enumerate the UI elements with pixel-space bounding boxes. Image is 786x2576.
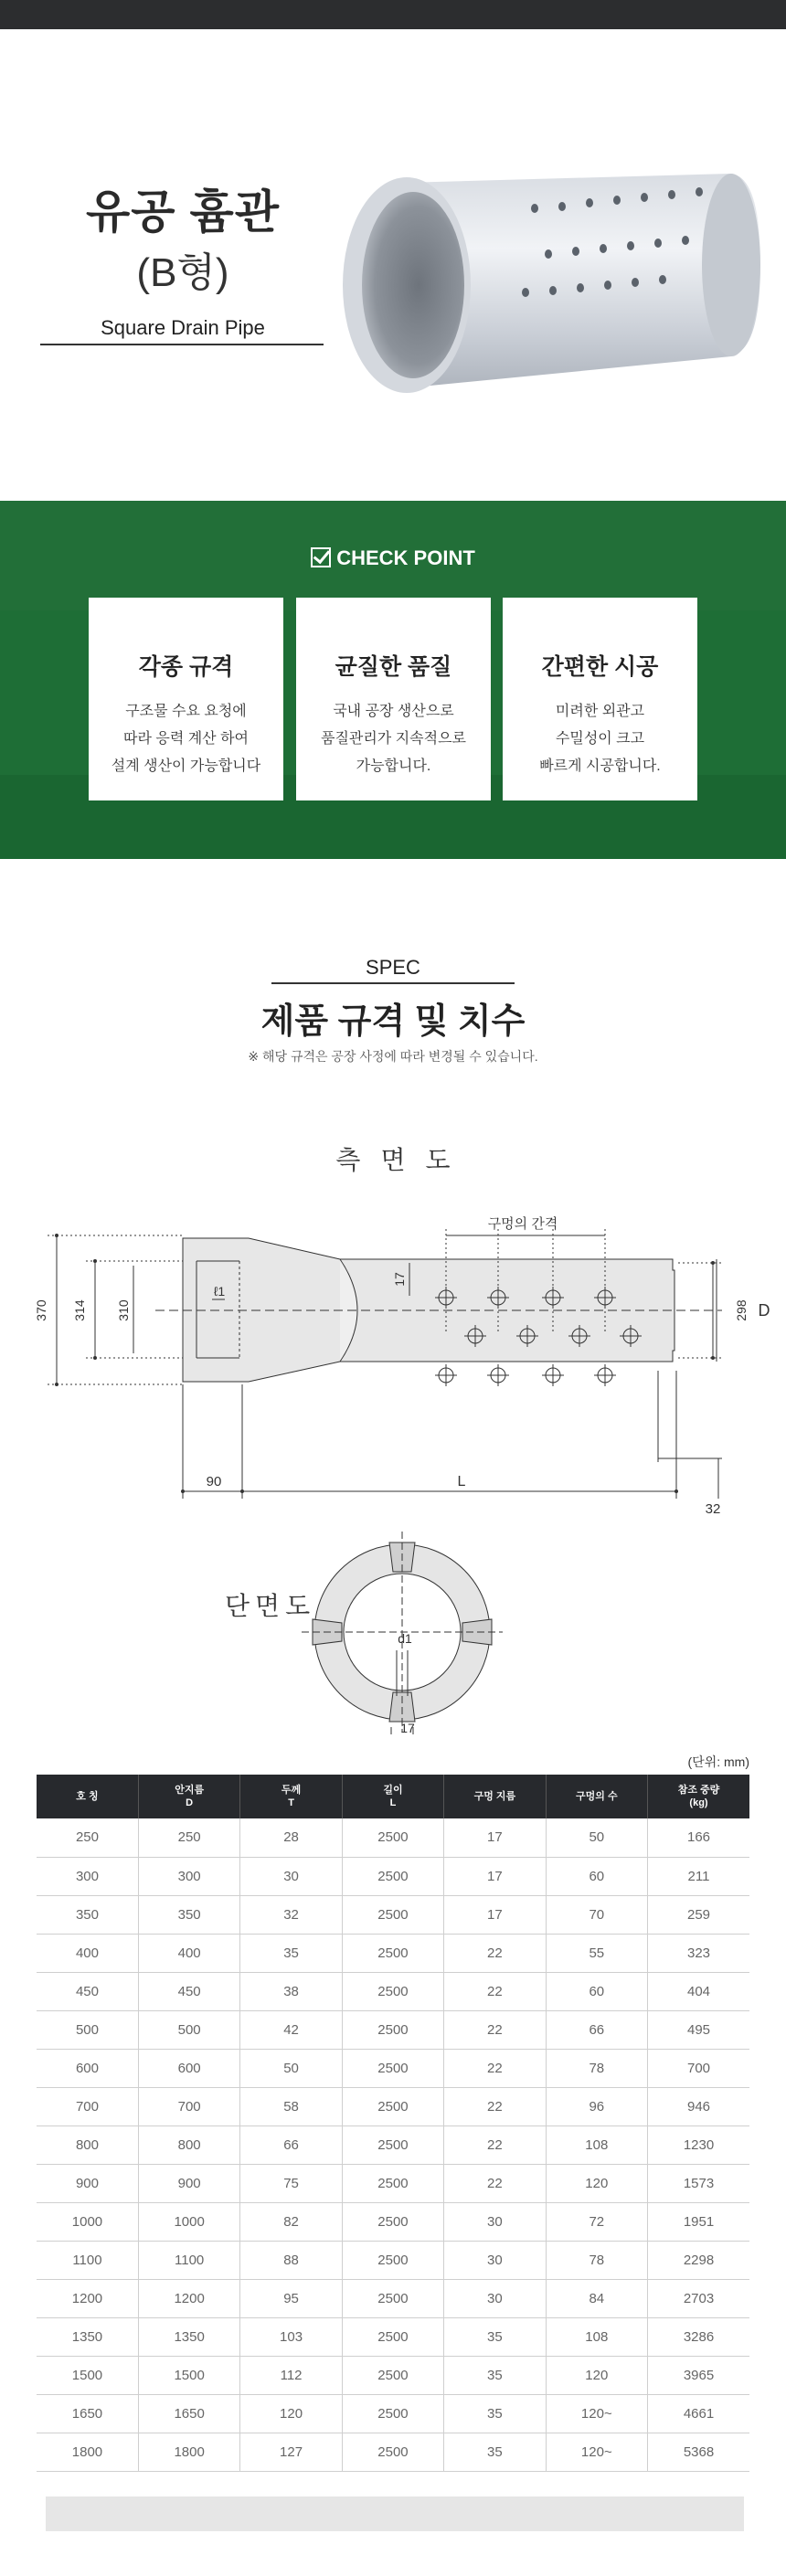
header-length bbox=[342, 1775, 443, 1818]
table-cell: 1000 bbox=[138, 2202, 239, 2241]
table-cell: 88 bbox=[240, 2241, 342, 2279]
table-cell: 22 bbox=[444, 2010, 546, 2049]
table-cell: 300 bbox=[37, 1857, 138, 1895]
header-symbol: T bbox=[288, 1797, 294, 1808]
feature-description bbox=[89, 698, 283, 780]
table-cell: 35 bbox=[444, 2317, 546, 2356]
table-cell: 946 bbox=[648, 2087, 749, 2125]
table-cell: 400 bbox=[37, 1934, 138, 1972]
table-cell: 1230 bbox=[648, 2125, 749, 2164]
check-point-label: CHECK POINT bbox=[336, 546, 475, 569]
product-subtitle: (B형) bbox=[136, 250, 229, 295]
table-cell: 1000 bbox=[37, 2202, 138, 2241]
table-row bbox=[37, 2049, 749, 2087]
table-cell: 600 bbox=[138, 2049, 239, 2087]
table-row bbox=[37, 2241, 749, 2279]
table-row bbox=[37, 2279, 749, 2317]
table-row bbox=[37, 2125, 749, 2164]
dim-hole-17: 17 bbox=[392, 1272, 407, 1287]
table-cell: 120~ bbox=[546, 2433, 647, 2471]
table-cell: 42 bbox=[240, 2010, 342, 2049]
table-cell: 120 bbox=[546, 2356, 647, 2394]
table-cell: 2500 bbox=[342, 2279, 443, 2317]
table-cell: 66 bbox=[240, 2125, 342, 2164]
check-point-section bbox=[0, 501, 786, 859]
table-cell: 300 bbox=[138, 1857, 239, 1895]
table-cell: 120~ bbox=[546, 2394, 647, 2433]
checkbox-icon bbox=[311, 547, 331, 567]
table-cell: 166 bbox=[648, 1818, 749, 1857]
table-cell: 350 bbox=[138, 1895, 239, 1934]
table-cell: 450 bbox=[37, 1972, 138, 2010]
table-cell: 108 bbox=[546, 2125, 647, 2164]
table-row bbox=[37, 1895, 749, 1934]
table-cell: 127 bbox=[240, 2433, 342, 2471]
table-cell: 900 bbox=[37, 2164, 138, 2202]
table-row bbox=[37, 2394, 749, 2433]
header-weight bbox=[648, 1775, 749, 1818]
hole-spacing-label: 구멍의 간격 bbox=[487, 1216, 558, 1232]
table-cell: 66 bbox=[546, 2010, 647, 2049]
table-cell: 82 bbox=[240, 2202, 342, 2241]
feature-card bbox=[296, 598, 491, 800]
table-cell: 500 bbox=[37, 2010, 138, 2049]
table-row bbox=[37, 2087, 749, 2125]
feature-line: 빠르게 시공합니다. bbox=[539, 758, 661, 774]
table-cell: 450 bbox=[138, 1972, 239, 2010]
table-cell: 2500 bbox=[342, 1895, 443, 1934]
table-cell: 1500 bbox=[138, 2356, 239, 2394]
table-cell: 2500 bbox=[342, 2087, 443, 2125]
table-cell: 35 bbox=[444, 2394, 546, 2433]
table-cell: 3965 bbox=[648, 2356, 749, 2394]
table-cell: 72 bbox=[546, 2202, 647, 2241]
table-cell: 108 bbox=[546, 2317, 647, 2356]
table-row bbox=[37, 2164, 749, 2202]
table-cell: 30 bbox=[444, 2241, 546, 2279]
table-cell: 1200 bbox=[37, 2279, 138, 2317]
top-bar bbox=[0, 0, 786, 29]
feature-card bbox=[503, 598, 697, 800]
table-cell: 1350 bbox=[37, 2317, 138, 2356]
header-symbol: L bbox=[389, 1797, 397, 1808]
product-title: 유공 흄관 bbox=[85, 186, 281, 238]
table-cell: 22 bbox=[444, 1934, 546, 1972]
table-cell: 2500 bbox=[342, 1934, 443, 1972]
table-cell: 84 bbox=[546, 2279, 647, 2317]
header-label: 참조 중량 bbox=[677, 1785, 720, 1796]
dim-90: 90 bbox=[206, 1474, 222, 1489]
table-cell: 120 bbox=[240, 2394, 342, 2433]
product-english-name: Square Drain Pipe bbox=[101, 316, 265, 339]
feature-line: 구조물 수요 요청에 bbox=[125, 704, 247, 719]
table-cell: 2500 bbox=[342, 2394, 443, 2433]
dim-314: 314 bbox=[72, 1299, 87, 1321]
footer-bar bbox=[46, 2496, 744, 2531]
table-cell: 350 bbox=[37, 1895, 138, 1934]
table-cell: 28 bbox=[240, 1818, 342, 1857]
table-cell: 5368 bbox=[648, 2433, 749, 2471]
header-label: 호 칭 bbox=[76, 1791, 99, 1802]
table-cell: 211 bbox=[648, 1857, 749, 1895]
spec-label: SPEC bbox=[366, 956, 420, 979]
table-cell: 96 bbox=[546, 2087, 647, 2125]
table-cell: 55 bbox=[546, 1934, 647, 1972]
dim-370: 370 bbox=[34, 1299, 48, 1321]
table-cell: 78 bbox=[546, 2049, 647, 2087]
table-cell: 2500 bbox=[342, 2317, 443, 2356]
table-cell: 22 bbox=[444, 2087, 546, 2125]
table-cell: 1100 bbox=[37, 2241, 138, 2279]
table-cell: 1800 bbox=[37, 2433, 138, 2471]
table-cell: 1800 bbox=[138, 2433, 239, 2471]
table-cell: 35 bbox=[444, 2356, 546, 2394]
header-label: 안지름 bbox=[175, 1785, 205, 1796]
table-cell: 17 bbox=[444, 1857, 546, 1895]
header-label: 두께 bbox=[281, 1785, 302, 1796]
table-cell: 1951 bbox=[648, 2202, 749, 2241]
table-cell: 78 bbox=[546, 2241, 647, 2279]
feature-line: 수밀성이 크고 bbox=[555, 731, 645, 747]
technical-drawing bbox=[0, 1188, 786, 1736]
table-cell: 1650 bbox=[138, 2394, 239, 2433]
table-cell: 495 bbox=[648, 2010, 749, 2049]
table-cell: 38 bbox=[240, 1972, 342, 2010]
table-cell: 60 bbox=[546, 1972, 647, 2010]
table-row bbox=[37, 2356, 749, 2394]
table-row bbox=[37, 2317, 749, 2356]
side-view-title: 측면도 bbox=[335, 1146, 471, 1174]
table-cell: 30 bbox=[444, 2202, 546, 2241]
table-cell: 500 bbox=[138, 2010, 239, 2049]
table-cell: 4661 bbox=[648, 2394, 749, 2433]
table-cell: 35 bbox=[240, 1934, 342, 1972]
table-cell: 250 bbox=[138, 1818, 239, 1857]
table-cell: 112 bbox=[240, 2356, 342, 2394]
table-cell: 17 bbox=[444, 1818, 546, 1857]
table-header-row bbox=[37, 1775, 749, 1818]
table-cell: 700 bbox=[648, 2049, 749, 2087]
feature-line: 품질관리가 지속적으로 bbox=[320, 731, 466, 747]
dim-310: 310 bbox=[116, 1299, 131, 1321]
feature-line: 가능합니다. bbox=[356, 758, 431, 774]
table-cell: 75 bbox=[240, 2164, 342, 2202]
table-cell: 2500 bbox=[342, 1857, 443, 1895]
dim-d1: d1 bbox=[398, 1631, 412, 1646]
table-cell: 2500 bbox=[342, 2241, 443, 2279]
table-cell: 800 bbox=[138, 2125, 239, 2164]
table-cell: 2500 bbox=[342, 1818, 443, 1857]
feature-card bbox=[89, 598, 283, 800]
table-cell: 2500 bbox=[342, 2010, 443, 2049]
table-cell: 60 bbox=[546, 1857, 647, 1895]
feature-title: 간편한 시공 bbox=[541, 654, 659, 680]
table-row bbox=[37, 1934, 749, 1972]
table-cell: 2500 bbox=[342, 2049, 443, 2087]
header-label: 구멍의 수 bbox=[576, 1791, 618, 1802]
table-row bbox=[37, 2202, 749, 2241]
table-cell: 2500 bbox=[342, 2202, 443, 2241]
table-row bbox=[37, 2010, 749, 2049]
feature-line: 미려한 외관고 bbox=[555, 704, 645, 719]
spec-table bbox=[37, 1775, 749, 2472]
table-cell: 1100 bbox=[138, 2241, 239, 2279]
table-cell: 1350 bbox=[138, 2317, 239, 2356]
table-row bbox=[37, 1857, 749, 1895]
table-cell: 22 bbox=[444, 2125, 546, 2164]
title-underline bbox=[40, 344, 324, 345]
header-hole-count bbox=[546, 1775, 647, 1818]
table-cell: 50 bbox=[546, 1818, 647, 1857]
table-cell: 2500 bbox=[342, 2356, 443, 2394]
dim-17-bottom: 17 bbox=[400, 1721, 415, 1735]
feature-title: 균질한 품질 bbox=[335, 654, 452, 680]
check-point-heading bbox=[0, 546, 786, 570]
table-body bbox=[37, 1818, 749, 2471]
table-cell: 800 bbox=[37, 2125, 138, 2164]
table-row bbox=[37, 1972, 749, 2010]
unit-label: (단위: mm) bbox=[687, 1754, 749, 1769]
table-row bbox=[37, 2433, 749, 2471]
table-cell: 22 bbox=[444, 1972, 546, 2010]
table-cell: 2298 bbox=[648, 2241, 749, 2279]
table-cell: 259 bbox=[648, 1895, 749, 1934]
table-cell: 1500 bbox=[37, 2356, 138, 2394]
dim-298: 298 bbox=[734, 1299, 749, 1321]
feature-title: 각종 규격 bbox=[138, 654, 234, 680]
table-cell: 2500 bbox=[342, 2433, 443, 2471]
table-cell: 2703 bbox=[648, 2279, 749, 2317]
feature-line: 따라 응력 계산 하여 bbox=[123, 731, 249, 747]
header-label: 길이 bbox=[383, 1785, 403, 1796]
table-cell: 50 bbox=[240, 2049, 342, 2087]
header-nominal bbox=[37, 1775, 138, 1818]
spec-title: 제품 규격 및 치수 bbox=[260, 1002, 526, 1041]
header-hole-diameter bbox=[444, 1775, 546, 1818]
dim-32: 32 bbox=[705, 1501, 721, 1517]
perforated-pipe-image bbox=[338, 155, 768, 402]
header-inner-diameter bbox=[138, 1775, 239, 1818]
table-cell: 2500 bbox=[342, 2164, 443, 2202]
table-cell: 30 bbox=[240, 1857, 342, 1895]
table-cell: 58 bbox=[240, 2087, 342, 2125]
table-cell: 700 bbox=[138, 2087, 239, 2125]
table-cell: 250 bbox=[37, 1818, 138, 1857]
table-cell: 120 bbox=[546, 2164, 647, 2202]
table-cell: 103 bbox=[240, 2317, 342, 2356]
dim-l1: ℓ1 bbox=[213, 1284, 226, 1299]
table-cell: 17 bbox=[444, 1895, 546, 1934]
table-cell: 70 bbox=[546, 1895, 647, 1934]
table-cell: 32 bbox=[240, 1895, 342, 1934]
table-cell: 2500 bbox=[342, 1972, 443, 2010]
table-cell: 323 bbox=[648, 1934, 749, 1972]
feature-line: 설계 생산이 가능합니다 bbox=[111, 758, 261, 774]
header-symbol: D bbox=[186, 1797, 194, 1808]
table-cell: 400 bbox=[138, 1934, 239, 1972]
table-row bbox=[37, 1818, 749, 1857]
feature-description bbox=[296, 698, 491, 780]
spec-note: ※ 해당 규격은 공장 사정에 따라 변경될 수 있습니다. bbox=[248, 1049, 538, 1064]
table-cell: 900 bbox=[138, 2164, 239, 2202]
header-thickness bbox=[240, 1775, 342, 1818]
table-cell: 1650 bbox=[37, 2394, 138, 2433]
spec-underline bbox=[271, 982, 515, 984]
table-cell: 35 bbox=[444, 2433, 546, 2471]
table-cell: 700 bbox=[37, 2087, 138, 2125]
table-cell: 600 bbox=[37, 2049, 138, 2087]
table-cell: 1200 bbox=[138, 2279, 239, 2317]
table-cell: 95 bbox=[240, 2279, 342, 2317]
table-cell: 22 bbox=[444, 2164, 546, 2202]
table-cell: 2500 bbox=[342, 2125, 443, 2164]
dim-L: L bbox=[457, 1474, 466, 1489]
table-cell: 404 bbox=[648, 1972, 749, 2010]
header-symbol: (kg) bbox=[689, 1797, 708, 1808]
table-cell: 30 bbox=[444, 2279, 546, 2317]
dim-D: D bbox=[758, 1301, 770, 1320]
cross-section-title: 단면도 bbox=[225, 1592, 316, 1620]
table-cell: 3286 bbox=[648, 2317, 749, 2356]
table-cell: 1573 bbox=[648, 2164, 749, 2202]
feature-description bbox=[503, 698, 697, 780]
table-cell: 22 bbox=[444, 2049, 546, 2087]
header-label: 구멍 지름 bbox=[473, 1791, 516, 1802]
feature-line: 국내 공장 생산으로 bbox=[333, 704, 454, 719]
